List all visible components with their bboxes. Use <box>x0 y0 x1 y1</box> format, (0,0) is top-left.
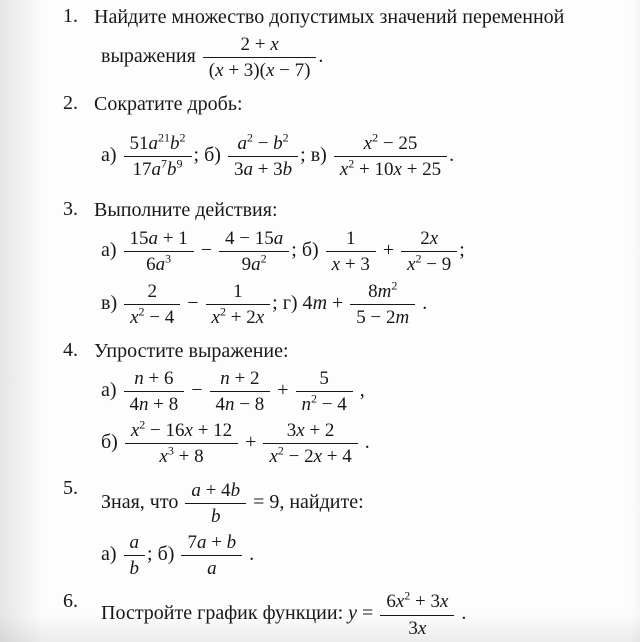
fraction-numerator: 2 + x <box>203 33 317 58</box>
text-line <box>94 338 624 365</box>
math-text: − <box>195 238 218 261</box>
math-text: . <box>449 143 455 166</box>
problem <box>63 475 624 581</box>
fraction-numerator: $8m^2$ <box>350 280 415 305</box>
problem-body <box>94 3 624 84</box>
fraction-numerator: $a^2 - b^2$ <box>228 132 298 157</box>
fraction <box>261 418 359 469</box>
math-text: + <box>240 430 262 453</box>
math-text: а) <box>101 238 122 261</box>
fraction <box>122 226 196 277</box>
fraction-numerator: a + 4b <box>185 479 246 504</box>
problem-body <box>94 588 624 641</box>
fraction-numerator: $x^2 - 25$ <box>334 132 447 157</box>
math-text: , <box>354 378 365 401</box>
fraction <box>399 226 459 277</box>
math-text: ; г) 4m + <box>272 291 349 314</box>
fraction-numerator: 2 <box>124 280 180 305</box>
math-text: Выполните действия: <box>94 199 278 222</box>
fraction <box>226 131 300 182</box>
formula-line <box>94 226 624 277</box>
fraction-denominator: 3a + 3b <box>233 158 293 180</box>
math-text: . <box>456 602 467 625</box>
fraction-denominator: $n^2 - 4$ <box>301 392 347 416</box>
fraction-numerator: $6x^2 + 3x$ <box>380 590 454 615</box>
math-text: = 9, найдите: <box>248 491 364 514</box>
fraction-denominator: (x + 3)(x − 7) <box>208 60 311 82</box>
fraction-denominator: $x^2 - 2x + 4$ <box>269 443 352 467</box>
text-line <box>94 197 624 224</box>
formula-line <box>94 589 624 640</box>
math-text: . <box>417 291 428 314</box>
fraction-numerator: 2x <box>401 227 457 252</box>
problem-body <box>94 90 624 191</box>
math-text: Упростите выражение: <box>94 340 289 363</box>
fraction-denominator: $x^2 - 4$ <box>130 304 175 328</box>
fraction-numerator: 3x + 2 <box>263 419 357 444</box>
fraction-denominator: $x^2 - 9$ <box>407 252 452 276</box>
fraction <box>122 530 148 581</box>
fraction-numerator: 15a + 1 <box>124 227 194 252</box>
formula-line <box>94 279 624 330</box>
math-text: + <box>377 238 400 261</box>
fraction <box>294 366 355 417</box>
problem-number: 1. <box>63 5 78 27</box>
fraction <box>332 131 449 182</box>
fraction-denominator: 4n − 8 <box>215 394 265 416</box>
formula-line <box>94 366 624 417</box>
math-text: Постройте график функции: y = <box>101 602 379 625</box>
fraction-denominator: 3x <box>408 617 427 639</box>
problem-body <box>94 475 624 581</box>
text-line <box>94 91 624 118</box>
fraction-numerator: $51a^{21}b^2$ <box>124 132 192 157</box>
fraction-numerator: n + 2 <box>210 367 271 392</box>
math-text: выражения <box>101 44 201 67</box>
problem <box>63 588 624 641</box>
problem-body <box>94 196 624 331</box>
math-text: . <box>359 430 370 453</box>
math-text: Найдите множество допустимых значений переменной <box>94 6 565 28</box>
problem <box>63 90 624 191</box>
problem-number: 4. <box>63 339 78 362</box>
fraction-numerator: a <box>124 531 146 556</box>
fraction <box>122 131 194 182</box>
fraction-denominator: $9a^2$ <box>241 252 267 276</box>
formula-line <box>94 32 624 83</box>
fraction-denominator: $6a^3$ <box>146 252 172 276</box>
formula-line <box>94 131 624 182</box>
math-text: . <box>244 542 255 565</box>
fraction <box>208 366 273 417</box>
fraction-denominator: a <box>207 557 217 579</box>
fraction-denominator: $x^3 + 8$ <box>159 443 204 467</box>
math-text: а) <box>101 378 122 401</box>
math-text: ; б) <box>291 238 324 261</box>
problem <box>63 196 624 331</box>
fraction-numerator: n + 6 <box>124 367 185 392</box>
math-text: + <box>272 378 294 401</box>
fraction-numerator: 1 <box>206 280 271 305</box>
math-text: Сократите дробь: <box>94 92 243 115</box>
fraction-denominator: b <box>129 557 140 579</box>
fraction <box>179 530 244 581</box>
math-text: ; б) <box>193 143 226 166</box>
fraction-denominator: 4n + 8 <box>129 394 179 416</box>
math-text: а) <box>101 143 122 166</box>
text-line <box>94 4 624 31</box>
math-text: − <box>182 291 204 314</box>
fraction-denominator: $x^2 + 2x$ <box>211 304 265 328</box>
math-text: б) <box>101 430 123 453</box>
fraction-numerator: 5 <box>296 367 353 392</box>
fraction-denominator: $17a^7b^9$ <box>132 156 183 180</box>
math-text: в) <box>101 291 123 314</box>
problem-number: 3. <box>63 198 78 221</box>
fraction-numerator: $x^2 - 16x + 12$ <box>125 419 238 444</box>
problem-number: 6. <box>63 590 78 613</box>
fraction <box>201 32 319 83</box>
math-text: . <box>318 44 324 67</box>
problem-number: 2. <box>63 91 78 114</box>
fraction-numerator: 1 <box>326 227 376 252</box>
formula-line <box>94 478 624 529</box>
fraction-numerator: 4 − 15a <box>219 227 289 252</box>
fraction <box>348 279 417 330</box>
fraction <box>122 279 182 330</box>
fraction <box>324 226 378 277</box>
problem-body <box>94 337 624 469</box>
problem-number: 5. <box>63 477 78 500</box>
fraction-denominator: 5 − 2m <box>356 306 410 328</box>
fraction <box>217 226 291 277</box>
formula-line <box>94 530 624 581</box>
fraction-denominator: b <box>210 506 221 528</box>
fraction <box>204 279 273 330</box>
formula-line <box>94 418 624 469</box>
math-text: а) <box>101 542 122 565</box>
math-text: ; в) <box>300 143 332 166</box>
math-text: ; <box>459 238 465 261</box>
fraction <box>123 418 240 469</box>
math-text: Зная, что <box>101 491 184 514</box>
math-text: ; б) <box>147 542 180 565</box>
math-text: − <box>186 378 208 401</box>
fraction <box>183 478 248 529</box>
problem <box>63 3 624 84</box>
problem <box>63 337 624 469</box>
fraction-denominator: $x^2 + 10x + 25$ <box>339 156 442 180</box>
fraction <box>378 589 456 640</box>
fraction-numerator: 7a + b <box>181 531 242 556</box>
fraction <box>122 366 187 417</box>
fraction-denominator: x + 3 <box>331 254 370 276</box>
